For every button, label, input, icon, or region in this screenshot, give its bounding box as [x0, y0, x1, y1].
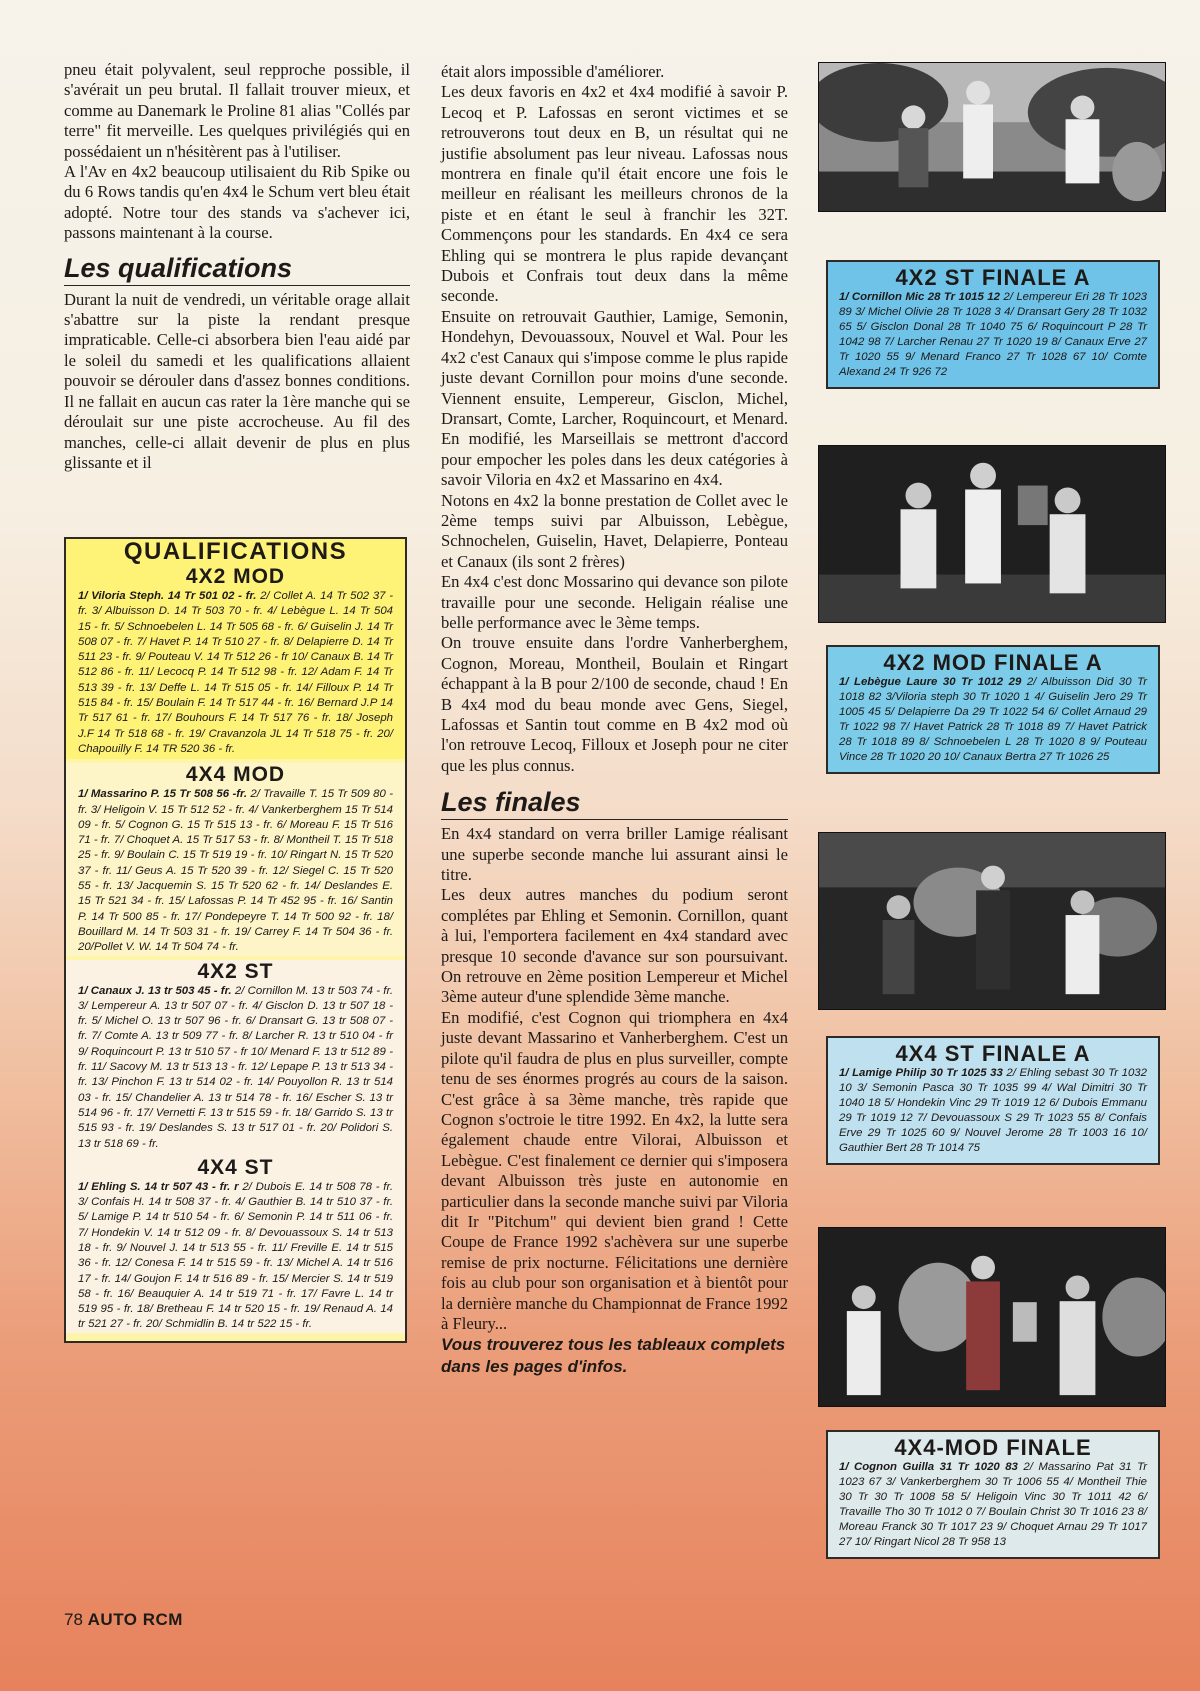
- final-result-box: [826, 260, 1160, 389]
- magazine-name: AUTO RCM: [87, 1610, 183, 1629]
- qual-winner: 1/ Canaux J. 13 tr 503 45 - fr.: [78, 984, 232, 997]
- body-paragraph: Les deux favoris en 4x2 et 4x4 modifié à savoir P. Lecoq et P. Lafossas en seront victimes et se retrouverons tout deux en B, un résultat qui ne justifie absolument pas leur niveau. Lafossas nous montrera en finale qu'il était encore une fois le meilleur en réalisant les meilleurs chronos de la piste et en étant le seul à franchir les 32T. Commençons pour les standards. En 4x4 ce sera Ehling qui se montrera le plus rapide devançant Dubois et Confrais tout deux dans la même seconde.: [441, 82, 788, 306]
- qual-section-title: 4X4 ST: [197, 1155, 274, 1179]
- body-paragraph: était alors impossible d'améliorer.: [441, 62, 665, 81]
- closing-note: Vous trouverez tous les tableaux complets dans les pages d'infos.: [441, 1335, 786, 1377]
- page-footer: [64, 1610, 183, 1630]
- heading-finales: Les finales: [441, 786, 788, 820]
- qual-section-results: [78, 1180, 393, 1333]
- body-paragraph: En modifié, c'est Cognon qui triomphera en 4x4 juste devant Massarino et Vanherberghem. C'est un pilote qu'il faudra de plus en plus surveiller, compte tenu de ses énormes progrés au cours de la saison. C'est grâce à sa 3ème manche, très rapide que Cognon s'octroie le titre 1992. En 4x2, la lutte sera également chaude entre Vilorai, Albuisson et Lebègue. C'est finalement ce dernier qui s'imposera devant Albuisson très juste en autonomie en particulier dans la seconde manche suivi par Viloria dit Ir "Pitchum" qui devient bien grand ! Cette Coupe de France 1992 s'achèvera sur une superbe remise de prix nocturne. Félicitations une dernière fois au club pour son organisation et à bientôt pour la dernière manche du Championnat de France 1992 à Fleury...: [441, 1007, 788, 1333]
- qual-winner: 1/ Massarino P. 15 Tr 508 56 -fr.: [78, 788, 247, 801]
- body-paragraph: Les deux autres manches du podium seront complétes par Ehling et Semonin. Cornillon, quant à lui, l'emportera facilement en 4x4 standard avec presque 10 seconde d'avance sur son poursuivant. On retrouve en 2ème position Lempereur et Michel 3ème auteur d'une splendide 3ème manche.: [441, 885, 788, 1007]
- podium-photo: [818, 445, 1166, 623]
- qual-winner: 1/ Ehling S. 14 tr 507 43 - fr. r: [78, 1180, 239, 1193]
- qualifications-title: QUALIFICATIONS: [123, 538, 348, 565]
- final-rest: 2/ Albuisson Did 30 Tr 1018 82 3/Viloria steph 30 Tr 1020 1 4/ Guiselin Jero 29 Tr 1005 45 5/ Delapierre Da 29 Tr 1022 54 6/ Collet Arnaud 29 Tr 1022 98 7/ Havet Patrick 28 Tr 1018 89 7/ Havet Patrick 28 Tr 1018 89 8/ Schnoebelen L 28 Tr 1020 8 9/ Pouteau Vince 28 Tr 1020 20 10/ Canaux Bertra 27 Tr 1026 25: [839, 676, 1147, 764]
- final-winner: 1/ Cognon Guilla 31 Tr 1020 83: [839, 1461, 1018, 1473]
- qual-rest: 2/ Travaille T. 15 Tr 509 80 - fr. 3/ Heligoin V. 15 Tr 512 52 - fr. 4/ Vankerberghem 15 Tr 514 09 - fr. 5/ Cognon G. 15 Tr 515 13 - fr. 6/ Moreau F. 15 Tr 516 71 - fr. 7/ Choquet A. 15 Tr 517 53 - fr. 8/ Montheil T. 15 Tr 518 25 - fr. 9/ Boulain C. 15 Tr 519 19 - fr. 10/ Ringart N. 15 Tr 520 37 - fr. 11/ Geus A. 15 Tr 520 39 - fr. 12/ Siegel C. 15 Tr 520 55 - fr. 13/ Jacquemin S. 15 Tr 520 62 - fr. 14/ Deslandes E. 15 Tr 521 34 - fr. 15/ Lafossas P. 14 Tr 452 95 - fr. 16/ Santin P. 14 Tr 500 85 - fr. 17/ Pondepeyre T. 14 Tr 500 92 - fr. 18/ Bouillard M. 14 Tr 503 31 - fr. 19/ Carrey F. 14 Tr 504 36 - fr. 20/Pollet V. W. 14 Tr 504 74 - fr.: [78, 788, 394, 954]
- final-result-box: [826, 1036, 1160, 1165]
- qual-rest: 2/ Collet A. 14 Tr 502 37 - fr. 3/ Albuisson D. 14 Tr 503 70 - fr. 4/ Lebègue L. 14 Tr 504 15 - fr. 5/ Schnoebelen L. 14 Tr 505 68 - fr. 6/ Guiselin J. 14 Tr 508 07 - fr. 7/ Havet P. 14 Tr 510 27 - fr. 8/ Delapierre D. 14 Tr 511 23 - fr. 9/ Pouteau V. 14 Tr 512 26 - fr 10/ Canaux B. 14 Tr 512 86 - fr. 11/ Lecocq P. 14 Tr 512 98 - fr. 12/ Adam F. 14 Tr 513 39 - fr. 13/ Deffe L. 14 Tr 515 05 - fr. 14/ Filloux P. 14 Tr 515 84 - fr. 15/ Boulain F. 14 Tr 517 44 - fr. 16/ Bernard J.P 14 Tr 517 61 - fr. 17/ Bouhours F. 14 Tr 517 76 - fr. 18/ Joseph J.F 14 Tr 518 68 - fr. 19/ Cravanzola JL 14 Tr 518 75 - fr. 20/ Chapouilly F. 14 TR 520 36 - fr.: [78, 590, 393, 755]
- intro-paragraph-2: A l'Av en 4x2 beaucoup utilisaient du Rib Spike ou du 6 Rows tandis qu'en 4x4 le Schum vert bleu était adopté. Notre tour des stands va s'achever ici, passons maintenant à la course.: [64, 162, 410, 243]
- podium-photo: [818, 1227, 1166, 1407]
- heading-qualifications: Les qualifications: [64, 252, 410, 286]
- qualifications-paragraph: Durant la nuit de vendredi, un véritable orage allait s'abattre sur la piste la rendant presque impraticable. Celle-ci absorbera bien l'eau aidé par le soleil du samedi et les qualifications allaient pouvoir se dérouler dans d'assez bonnes conditions. Il ne fallait en aucun cas rater la 1ère manche qui se déroulait sur une piste accrocheuse. Au fil des manches, celle-ci allait devenir de plus en plus glissante et il: [64, 289, 410, 472]
- podium-photo: [818, 62, 1166, 212]
- podium-photo: [818, 832, 1166, 1010]
- final-winner: 1/ Cornillon Mic 28 Tr 1015 12: [839, 291, 1000, 303]
- qual-section-title: 4X2 MOD: [185, 565, 286, 588]
- final-winner: 1/ Lamige Philip 30 Tr 1025 33: [839, 1067, 1003, 1079]
- qual-section-results: [78, 984, 393, 1152]
- qual-section-title: 4X2 ST: [197, 959, 274, 983]
- qual-section-title: 4X4 MOD: [185, 763, 286, 787]
- body-paragraph: On trouve ensuite dans l'ordre Vanherberghem, Cognon, Moreau, Montheil, Boulain et Ringart échappant à la B pour 2/100 de seconde, chaud ! En B 4x4 mod du beau monde avec Gens, Siegel, Lafossas et Santin tout comme en B 4x2 mod où l'on retrouve Lecoq, Filloux et Joseph pour ne citer que les plus connus.: [441, 633, 788, 775]
- final-rest: 2/ Ehling sebast 30 Tr 1032 10 3/ Semonin Pasca 30 Tr 1035 99 4/ Wal Dimitri 30 Tr 1040 18 5/ Hondekin Vinc 29 Tr 1019 12 6/ Dubois Emmanu 29 Tr 1019 12 7/ Devouassoux S 29 Tr 1023 55 8/ Confais Erve 29 Tr 1025 60 9/ Nouvel Jerome 28 Tr 1003 16 10/ Gauthier Bert 28 Tr 1014 75: [839, 1067, 1147, 1155]
- column-middle: [441, 62, 788, 1378]
- body-paragraph: En 4x4 c'est donc Mossarino qui devance son pilote travaille pour une seconde. Heligain réalise une belle performance avec le 3ème temps.: [441, 572, 788, 632]
- final-result-box: [826, 1430, 1160, 1559]
- qual-rest: 2/ Cornillon M. 13 tr 503 74 - fr. 3/ Lempereur A. 13 tr 507 07 - fr. 4/ Gisclon D. 13 tr 507 18 - fr. 5/ Michel O. 13 tr 507 96 - fr. 6/ Dransart G. 13 tr 508 07 - fr. 7/ Comte A. 13 tr 509 77 - fr. 8/ Larcher R. 13 tr 510 04 - fr 9/ Roquincourt P. 13 tr 510 57 - fr 10/ Menard F. 13 tr 512 89 - fr. 11/ Sacovy M. 13 tr 513 13 - fr. 12/ Lepape P. 13 tr 513 34 - fr. 13/ Pinchon F. 13 tr 514 02 - fr. 14/ Pouyollon R. 13 tr 514 03 - fr. 15/ Chandelier A. 13 tr 514 78 - fr. 16/ Escher S. 13 tr 514 96 - fr. 17/ Vernetti F. 13 tr 515 59 - fr. 18/ Garrido S. 13 tr 515 93 - fr. 19/ Deslandes S. 13 tr 517 01 - fr. 20/ Polidori S. 13 tr 518 69 - fr.: [78, 984, 394, 1150]
- column-left: [64, 60, 410, 473]
- qual-section-results: [78, 589, 393, 757]
- body-paragraph: Notons en 4x2 la bonne prestation de Collet avec le 2ème temps suivi par Albuisson, Lebègue, Schnochelen, Guiselin, Havet, Delapierre, Ponteau et Canaux (ils sont 2 frères): [441, 490, 788, 571]
- final-title: 4X4 ST FINALE A: [895, 1041, 1091, 1066]
- qual-rest: 2/ Dubois E. 14 tr 508 78 - fr. 3/ Confais H. 14 tr 508 37 - fr. 4/ Gauthier B. 14 tr 510 37 - fr. 5/ Lamige P. 14 tr 510 54 - fr. 6/ Semonin P. 14 tr 511 06 - fr. 7/ Hondekin V. 14 tr 512 09 - fr. 8/ Devouassoux S. 14 tr 513 18 - fr. 9/ Nouvel J. 14 tr 513 55 - fr. 11/ Freville E. 14 tr 515 36 - fr. 12/ Conesa F. 14 tr 515 59 - fr. 13/ Michel A. 14 tr 516 17 - fr. 14/ Goujon F. 14 tr 516 89 - fr. 15/ Mercier S. 14 tr 519 58 - fr. 16/ Beauquier A. 14 tr 519 71 - fr. 17/ Favre L. 14 tr 519 95 - fr. 18/ Bretheau F. 14 tr 520 15 - fr. 19/ Renaud A. 14 tr 521 27 - fr. 20/ Schmidlin B. 14 tr 522 15 - fr.: [78, 1180, 393, 1331]
- final-rest: 2/ Massarino Pat 31 Tr 1023 67 3/ Vankerberghem 30 Tr 1006 55 4/ Montheil Thie 30 Tr 30 Tr 1008 58 5/ Heligoin Vinc 30 Tr 1011 42 6/ Travaille Tho 30 Tr 1012 0 7/ Boulain Christ 30 Tr 1016 23 8/ Moreau Franck 30 Tr 1017 23 9/ Choquet Arnau 29 Tr 1017 27 10/ Ringart Nicol 28 Tr 958 13: [839, 1461, 1147, 1549]
- intro-paragraph-1: pneu était polyvalent, seul repproche possible, il s'avérait un peu brutal. Il fallait trouver mieux, et comme au Danemark le Proline 81 alias "Collés par terre" fit merveille. Les quelques privilégiés qui en possédaient un n'hésitèrent pas à l'utiliser.: [64, 60, 410, 161]
- final-title: 4X4-MOD FINALE: [894, 1435, 1092, 1460]
- final-title: 4X2 MOD FINALE A: [883, 650, 1103, 675]
- body-paragraph: En 4x4 standard on verra briller Lamige réalisant une superbe seconde manche lui assurant ainsi le titre.: [441, 824, 788, 885]
- qual-section-results: [78, 787, 393, 955]
- final-winner: 1/ Lebègue Laure 30 Tr 1012 29: [839, 676, 1022, 688]
- final-title: 4X2 ST FINALE A: [895, 265, 1091, 290]
- final-result-box: [826, 645, 1160, 774]
- qualifications-table: [64, 537, 407, 1343]
- page-number: 78: [64, 1610, 83, 1629]
- qual-winner: 1/ Viloria Steph. 14 Tr 501 02 - fr.: [78, 590, 257, 602]
- final-rest: 2/ Lempereur Eri 28 Tr 1023 89 3/ Michel Olivie 28 Tr 1028 3 4/ Dransart Gery 28 Tr 1032 65 5/ Gisclon Donal 28 Tr 1040 75 6/ Roquincourt P 28 Tr 1042 98 7/ Larcher Renau 27 Tr 1020 19 8/ Canaux Erve 27 Tr 1020 55 9/ Menard Franco 27 Tr 1028 67 10/ Comte Alexand 24 Tr 926 72: [839, 291, 1147, 379]
- body-paragraph: Ensuite on retrouvait Gauthier, Lamige, Semonin, Hondehyn, Devouassoux, Nouvel et Wal. Pour les 4x2 c'est Canaux qui s'impose comme le plus rapide juste devant Cornillon pour moins d'une seconde. Viennent ensuite, Lempereur, Gisclon, Michel, Dransart, Comte, Larcher, Roquincourt, et Menard. En modifié, les Marseillais se mettront d'accord pour empocher les poles dans les deux catégories à savoir Viloria en 4x2 et Massarino en 4x4.: [441, 306, 788, 490]
